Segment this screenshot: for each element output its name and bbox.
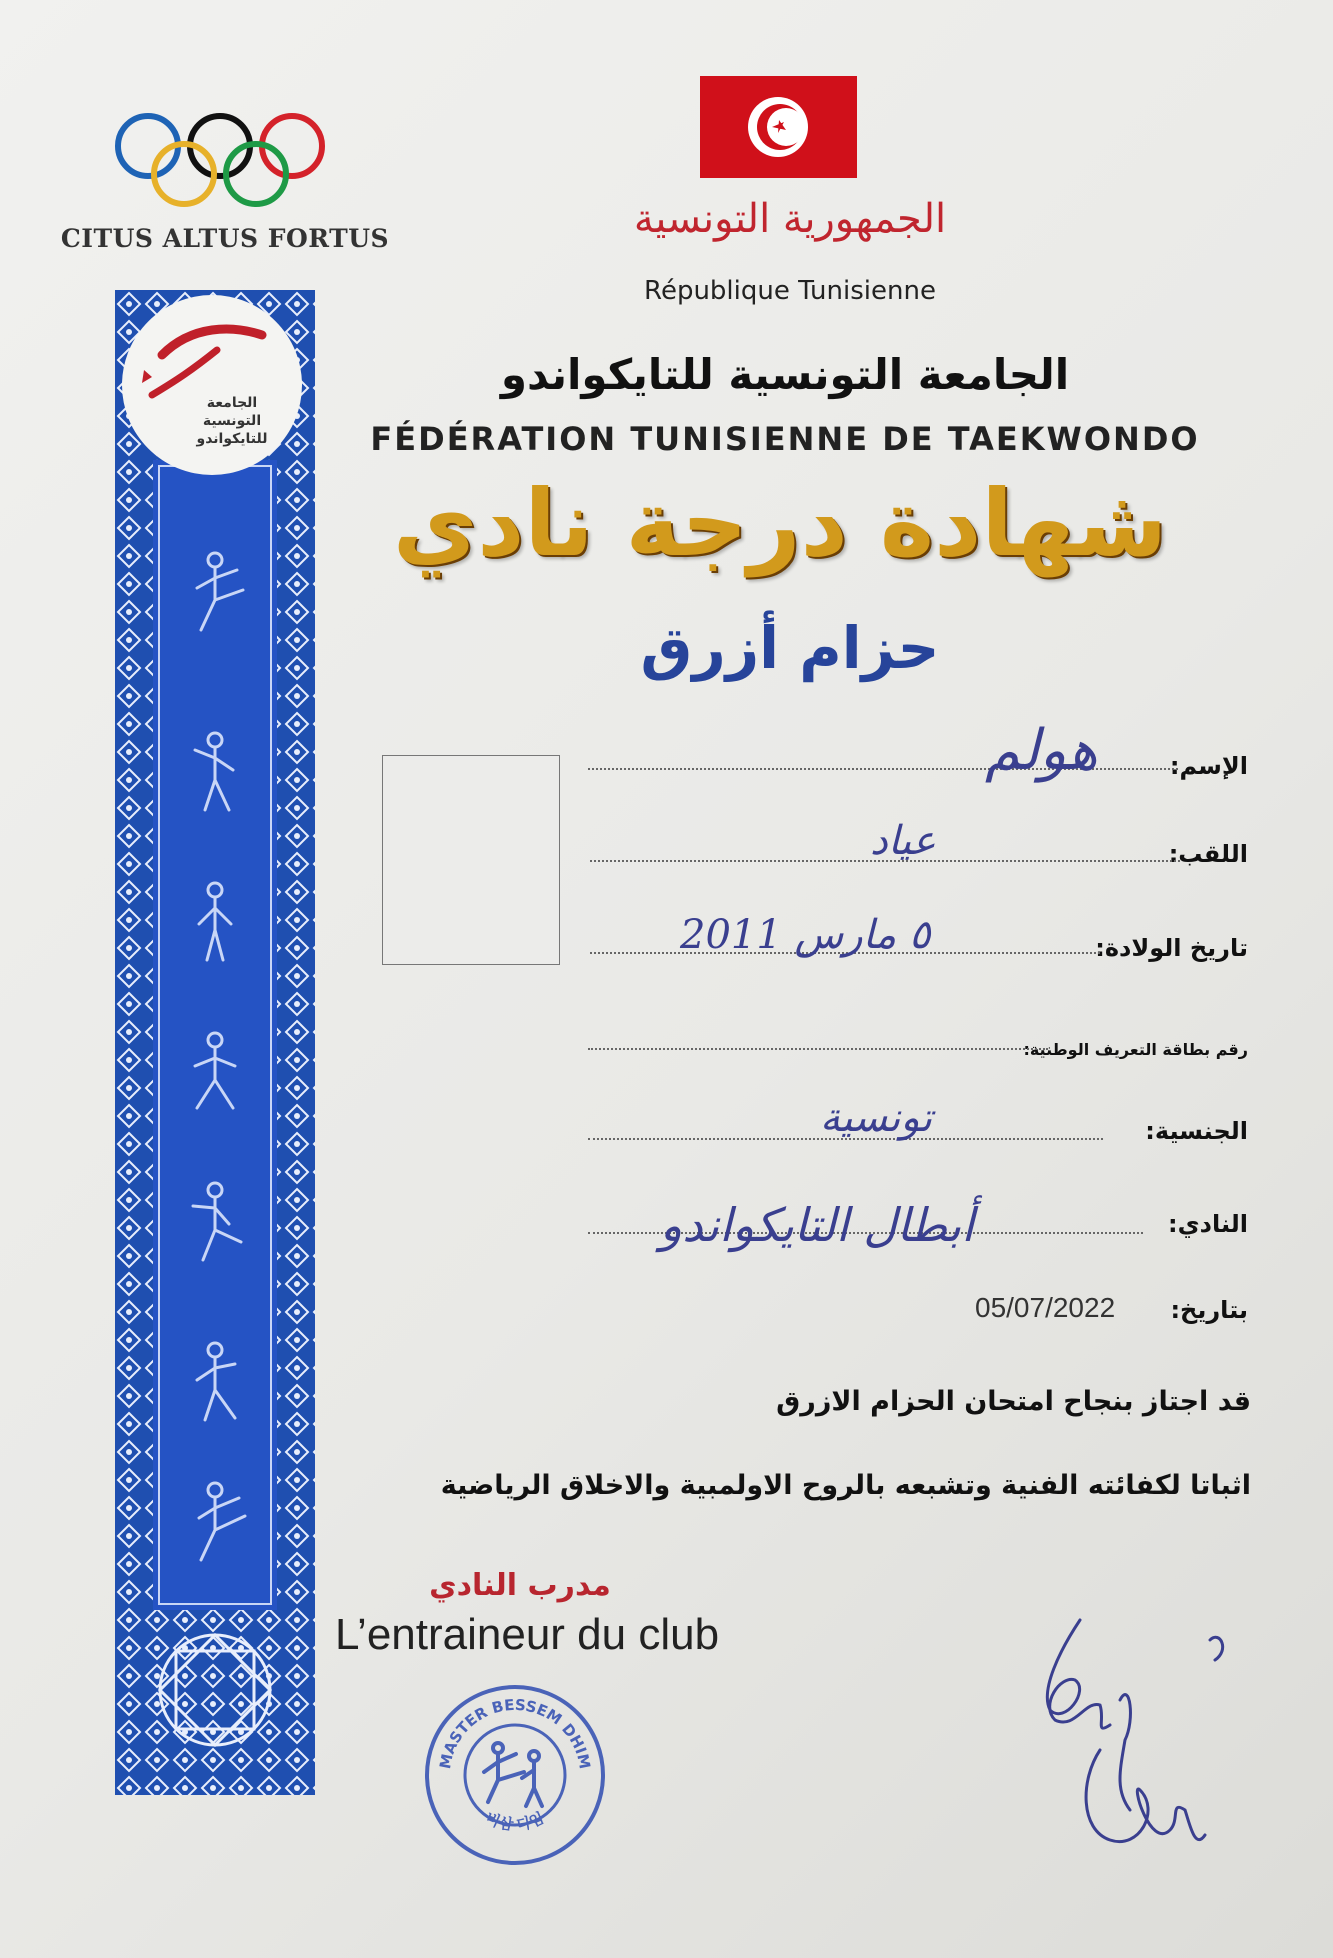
- name-label: الإسم:: [1169, 752, 1248, 780]
- club-value: أبطال التايكواندو: [660, 1198, 974, 1252]
- decorative-border: [115, 290, 315, 1795]
- federation-logo-line-2: التونسية: [202, 413, 262, 429]
- federation-logo-line-3: للتايكواندو: [196, 431, 268, 447]
- stamp-text-top: MASTER BESSEM DHIM: [436, 1695, 594, 1771]
- birth-date-value: ٥ مارس 2011: [680, 912, 931, 958]
- nationality-label: الجنسية:: [1145, 1117, 1248, 1145]
- stamp-text-bottom: 바삼 다임: [483, 1808, 547, 1834]
- surname-label: اللقب:: [1168, 840, 1248, 868]
- name-value: هولم: [985, 718, 1098, 783]
- surname-value: عياد: [870, 818, 936, 864]
- tunisia-flag-icon: [700, 76, 857, 178]
- republic-french: République Tunisienne: [644, 276, 936, 306]
- republic-arabic: الجمهورية التونسية: [633, 196, 947, 242]
- club-label: النادي:: [1168, 1210, 1248, 1238]
- federation-logo-icon: [122, 295, 302, 475]
- national-id-label: رقم بطاقة التعريف الوطنية:: [1023, 1040, 1248, 1059]
- date-label: بتاريخ:: [1170, 1296, 1248, 1324]
- club-stamp-icon: [420, 1680, 610, 1870]
- statement-line-2: اثباتا لكفائته الفنية وتشبعه بالروح الاولمبية والاخلاق الرياضية: [440, 1470, 1251, 1501]
- signature-icon: [1020, 1610, 1240, 1870]
- federation-arabic: الجامعة التونسية للتايكواندو: [500, 350, 1070, 399]
- certificate-title: شهادة درجة نادي: [392, 470, 1168, 577]
- photo-box: [382, 755, 560, 965]
- birth-date-label: تاريخ الولادة:: [1095, 934, 1248, 962]
- statement-line-1: قد اجتاز بنجاح امتحان الحزام الازرق: [776, 1386, 1251, 1417]
- federation-french: FÉDÉRATION TUNISIENNE DE TAEKWONDO: [370, 420, 1200, 458]
- olympic-rings-icon: [108, 106, 333, 210]
- svg-text:바삼 다임: [483, 1809, 547, 1834]
- national-id-line: [588, 1048, 1048, 1050]
- date-value: 05/07/2022: [975, 1292, 1116, 1323]
- coach-label-french: L’entraineur du club: [335, 1610, 720, 1659]
- olympic-motto: CITUS ALTUS FORTUS: [60, 224, 390, 253]
- federation-logo-line-1: الجامعة: [206, 395, 258, 411]
- coach-label-arabic: مدرب النادي: [429, 1568, 611, 1603]
- belt-title: حزام أزرق: [640, 614, 940, 682]
- nationality-value: تونسية: [820, 1095, 933, 1141]
